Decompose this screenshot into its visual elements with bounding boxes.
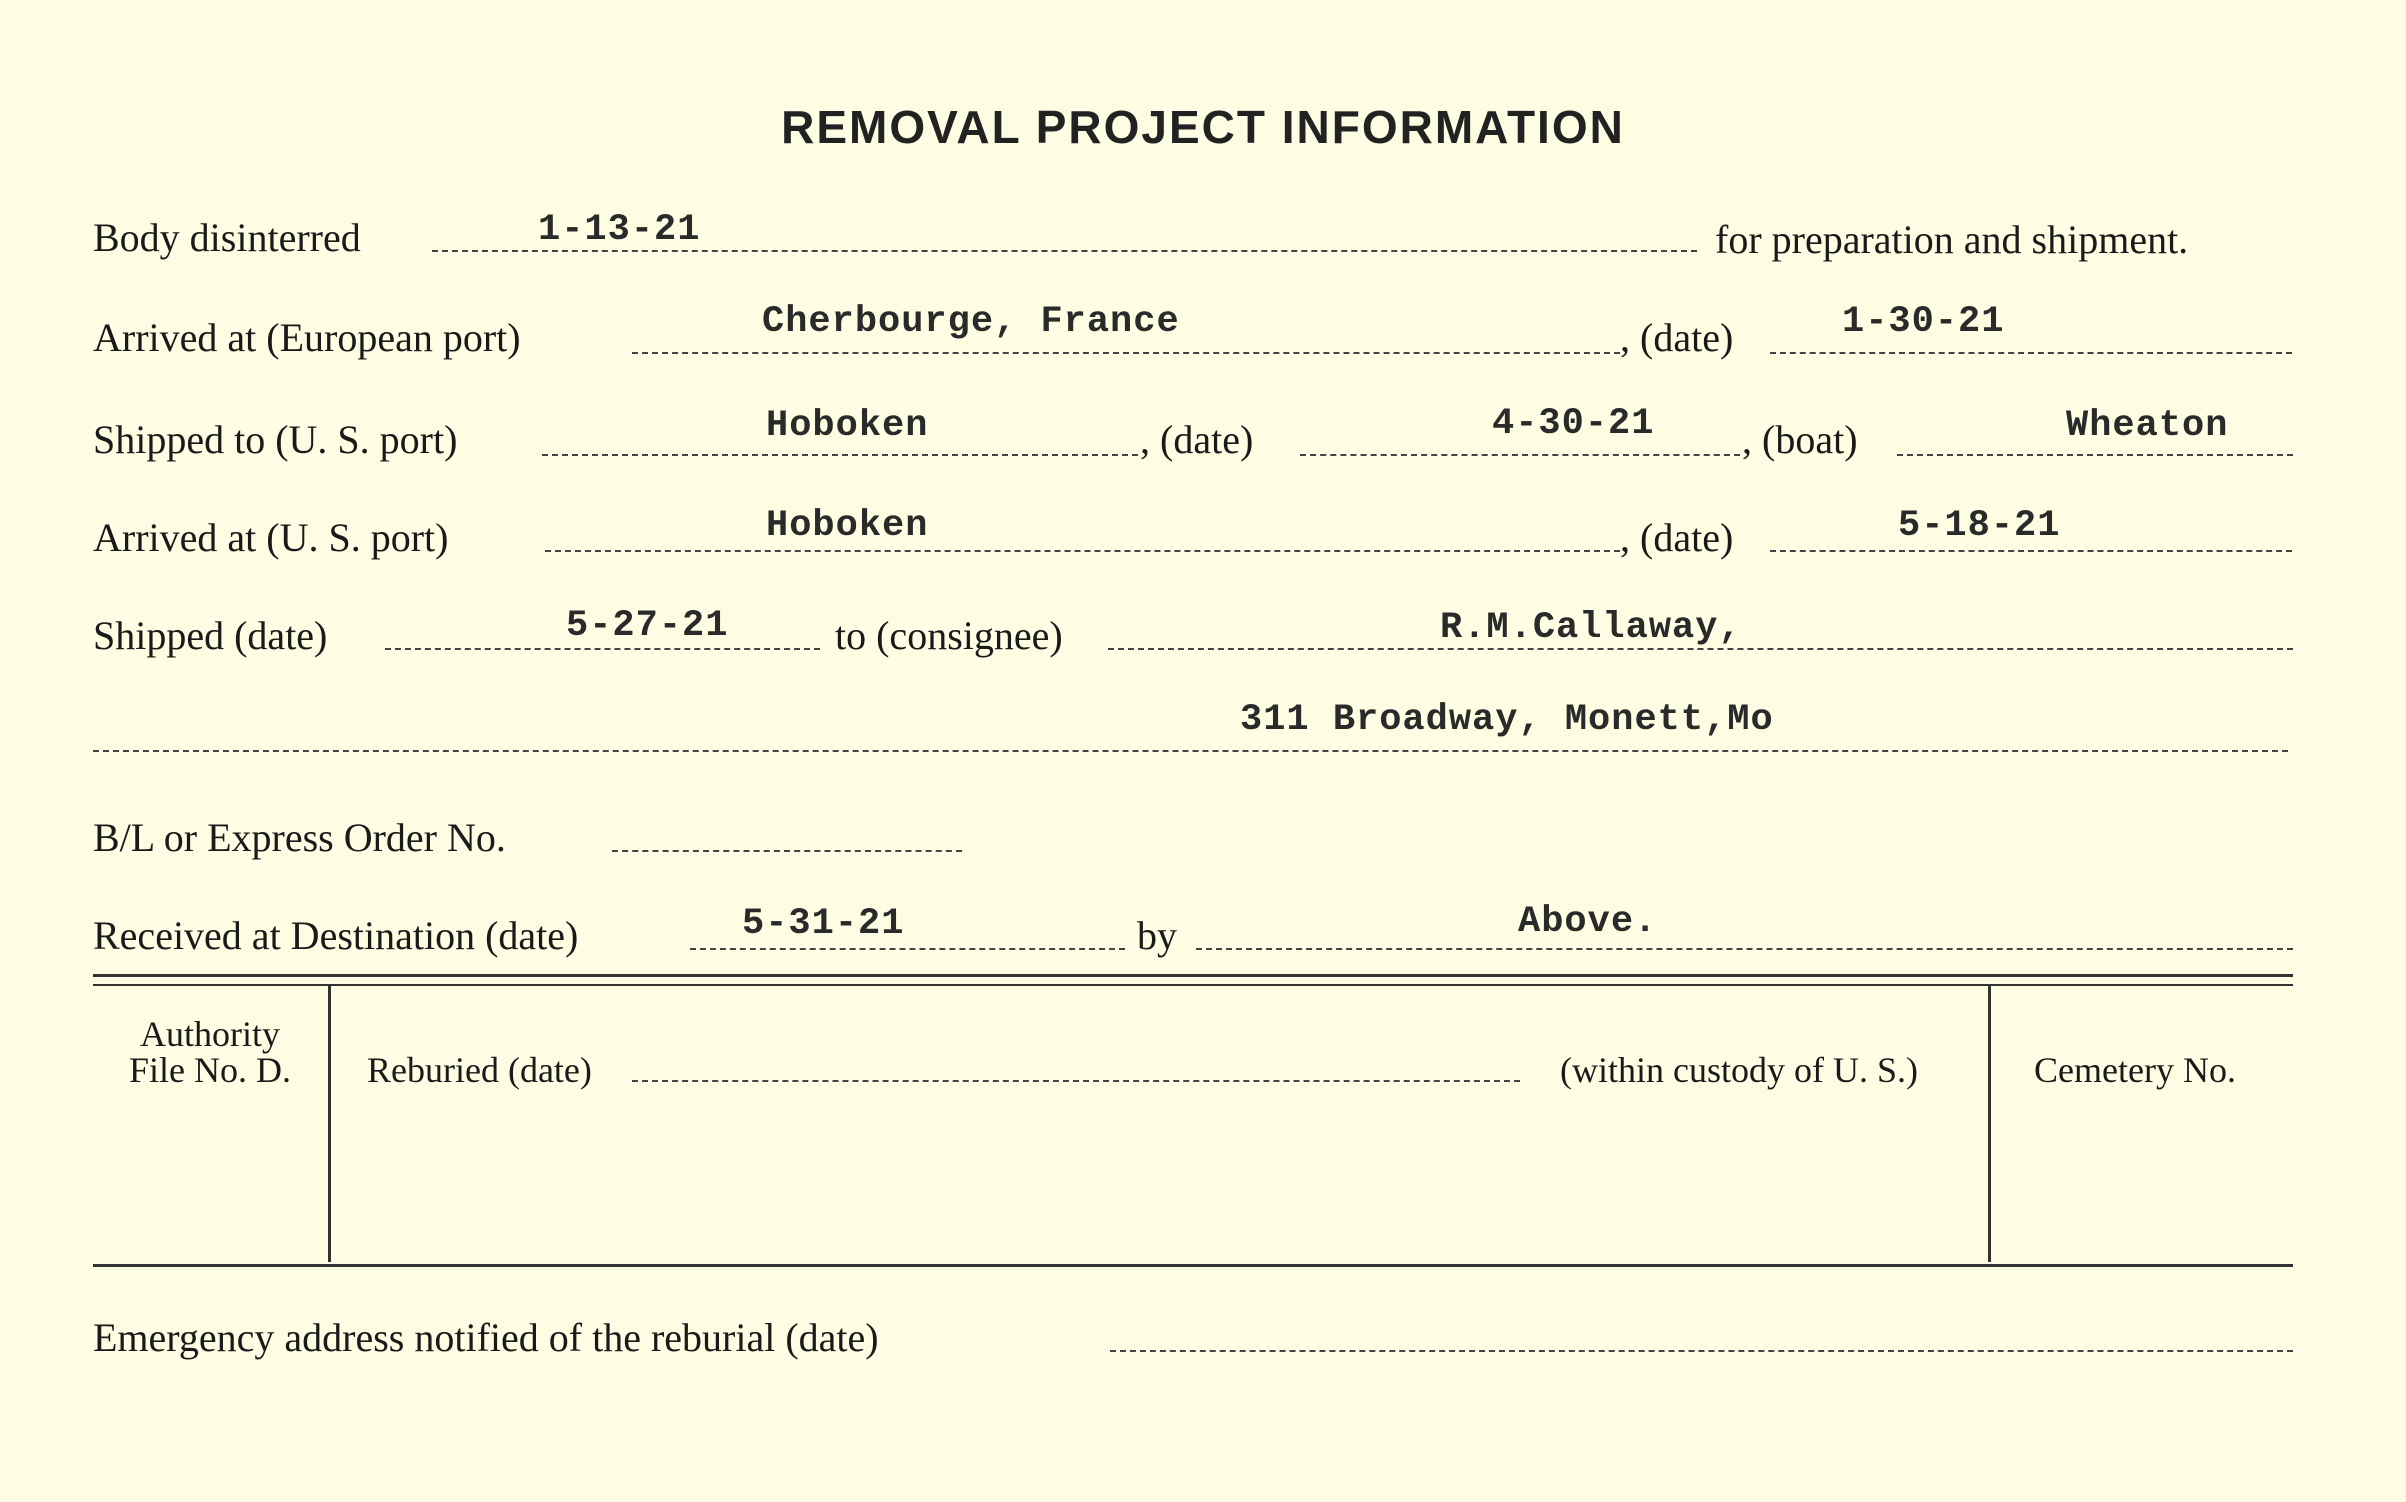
emergency-label: Emergency address notified of the reburial (date)	[93, 1315, 879, 1360]
arrived-european-date-label: , (date)	[1620, 315, 1734, 360]
arrived-us-date-line	[1770, 550, 2292, 552]
received-value: 5-31-21	[742, 903, 905, 945]
section-divider-bottom	[93, 984, 2293, 986]
received-by-label: by	[1137, 913, 1177, 958]
reburied-label: Reburied (date)	[367, 1050, 592, 1090]
shipped-us-date-line	[1300, 454, 1740, 456]
shipped-us-boat-line	[1897, 454, 2293, 456]
reburied-suffix: (within custody of U. S.)	[1560, 1050, 1918, 1090]
body-disinterred-label: Body disinterred	[93, 215, 361, 260]
shipped-us-value: Hoboken	[766, 405, 929, 447]
arrived-us-label: Arrived at (U. S. port)	[93, 515, 449, 560]
arrived-european-line	[632, 352, 1620, 354]
arrived-us-line	[545, 550, 1620, 552]
received-by-value: Above.	[1518, 901, 1658, 943]
body-disinterred-value: 1-13-21	[538, 209, 701, 251]
shipped-us-boat-label: , (boat)	[1742, 417, 1858, 462]
shipped-us-date-value: 4-30-21	[1492, 403, 1655, 445]
consignee-label: to (consignee)	[835, 613, 1063, 658]
bl-order-line	[612, 850, 962, 852]
card-title: REMOVAL PROJECT INFORMATION	[781, 101, 1625, 153]
arrived-european-date-value: 1-30-21	[1842, 301, 2005, 343]
shipped-date-value: 5-27-21	[566, 605, 729, 647]
section-divider-top	[93, 974, 2293, 977]
reburied-line	[632, 1080, 1520, 1082]
consignee-address: 311 Broadway, Monett,Mo	[1240, 699, 1774, 741]
consignee-value: R.M.Callaway,	[1440, 607, 1742, 649]
arrived-european-date-line	[1770, 352, 2292, 354]
authority-line1: Authority	[140, 1014, 280, 1054]
arrived-european-value: Cherbourge, France	[762, 301, 1180, 343]
arrived-us-date-value: 5-18-21	[1898, 505, 2061, 547]
shipped-us-date-label: , (date)	[1140, 417, 1254, 462]
received-label: Received at Destination (date)	[93, 913, 579, 958]
shipped-us-line	[542, 454, 1138, 456]
arrived-us-date-label: , (date)	[1620, 515, 1734, 560]
arrived-us-value: Hoboken	[766, 505, 929, 547]
received-by-line	[1196, 948, 2293, 950]
cemetery-label: Cemetery No.	[2034, 1050, 2236, 1090]
received-line	[690, 948, 1125, 950]
arrived-european-label: Arrived at (European port)	[93, 315, 521, 360]
shipped-date-line	[385, 648, 820, 650]
shipped-us-boat-value: Wheaton	[2066, 405, 2229, 447]
authority-line2: File No. D.	[129, 1050, 291, 1090]
lower-box-rule	[93, 1264, 2293, 1267]
shipped-date-label: Shipped (date)	[93, 613, 328, 658]
shipped-us-label: Shipped to (U. S. port)	[93, 417, 458, 462]
bl-order-label: B/L or Express Order No.	[93, 815, 506, 860]
emergency-line	[1110, 1350, 2293, 1352]
body-disinterred-suffix: for preparation and shipment.	[1715, 217, 2189, 262]
cemetery-divider	[1988, 986, 1991, 1262]
authority-divider	[328, 986, 331, 1262]
address-line	[93, 750, 2288, 752]
